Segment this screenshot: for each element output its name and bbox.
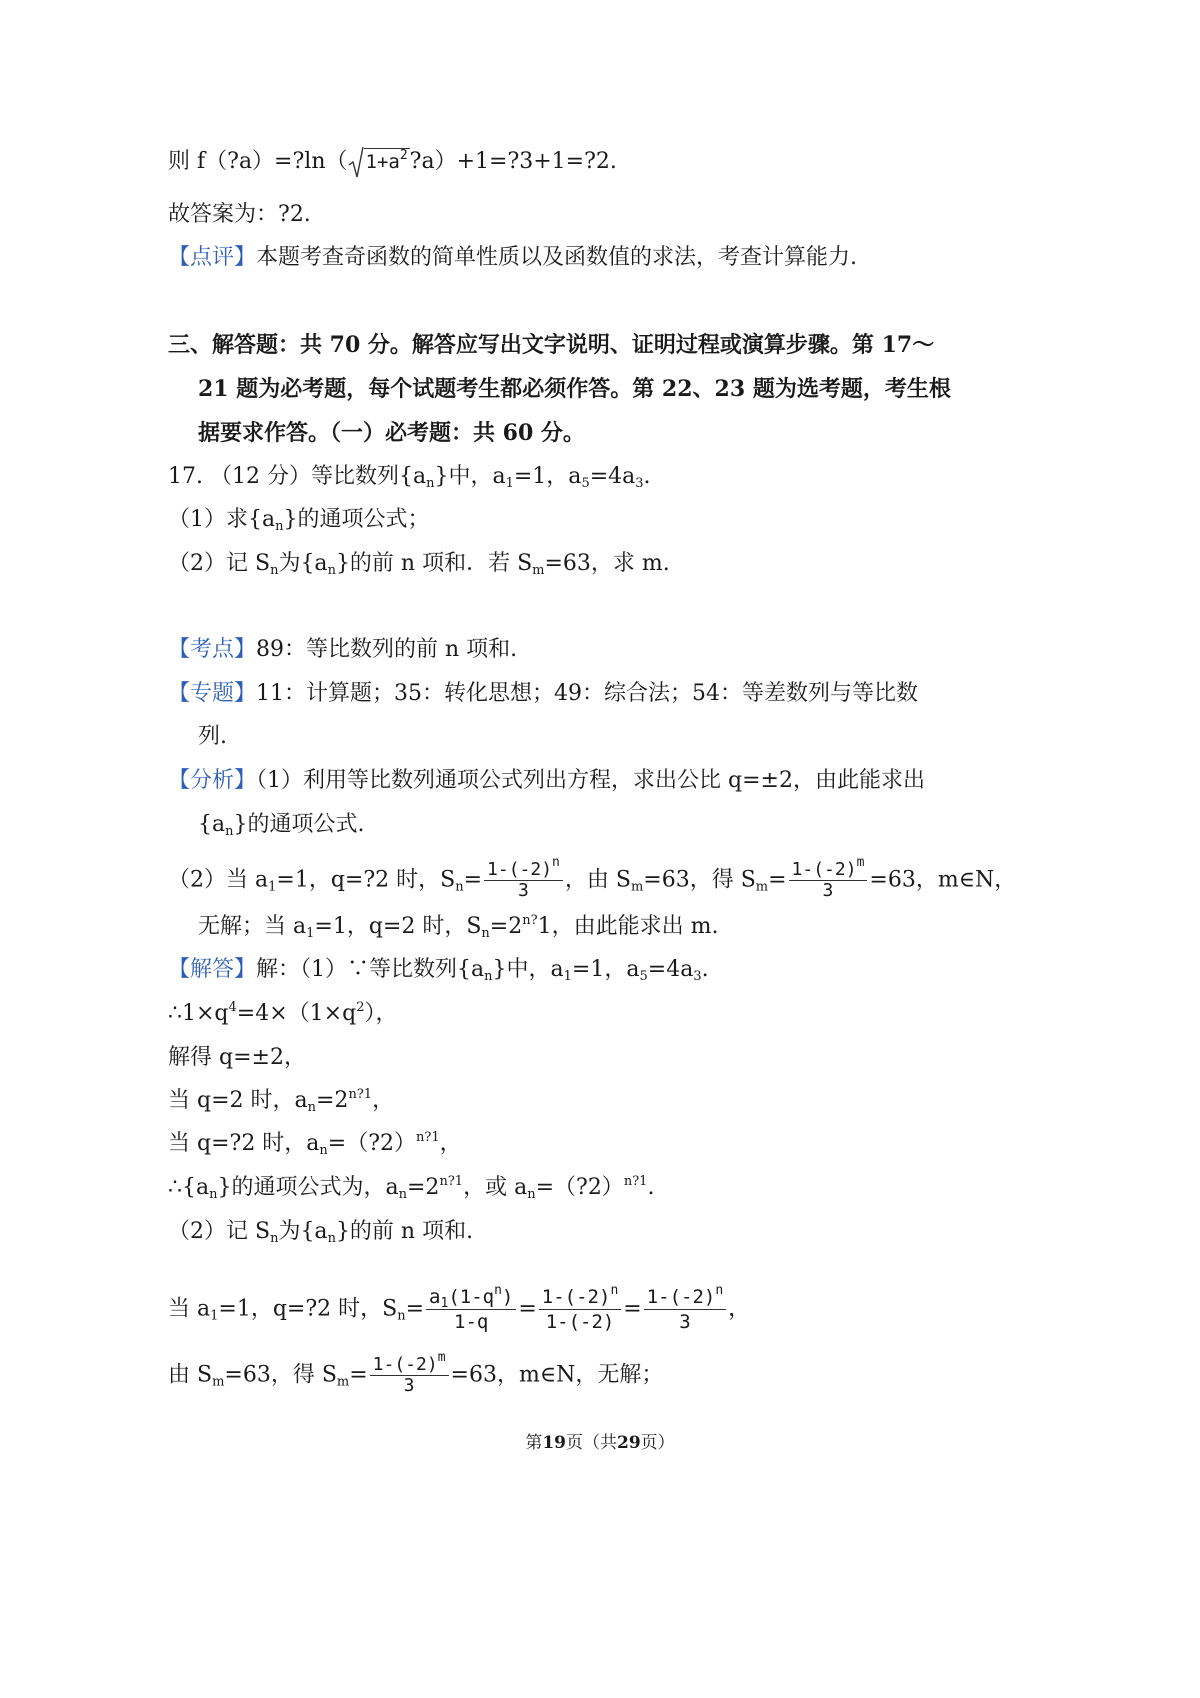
line-solution: 【解答】解：（1）∵等比数列$\{a_n\}$中，$a_1=1$，$a_5=4a_3$. (168, 957, 709, 984)
section-title-line-3: 据要求作答。（一）必考题：共 60 分。 (198, 420, 585, 446)
line-analysis-cont: $\{a_n\}$的通项公式. (198, 812, 365, 839)
line-analysis-3: 无解；当 $a_1=1$，q=2 时，$S_n=2^{n?}1$，由此能求出 m. (198, 913, 719, 941)
solution-step-5: $\therefore\{a_n\}$的通项公式为，$a_n=2^{n?1}$，或 $a_n=(?2)^{n?1}$. (168, 1174, 655, 1202)
tag-topic: 【专题】 (168, 681, 257, 706)
line-comment: 【点评】本题考查奇函数的简单性质以及函数值的求法，考查计算能力. (168, 245, 858, 270)
line-analysis-2: （2）当 $a_1=1$，q=?2 时，$S_n=$ $\frac{1-(-2)^n}{3}$ ，由 $S_m=63$，得 $S_m=$ $\frac{1-(-2)^m}{3}$ =63，m∈N， (168, 855, 1017, 901)
line-answer: 故答案为：?2. (168, 202, 311, 227)
question-17: 17. （12 分）等比数列$\{a_n\}$中，$a_1=1$，$a_5=4a_3$. (168, 464, 651, 491)
section-title-line-2: 21 题为必考题，每个试题考生都必须作答。第 22、23 题为选考题，考生根 (198, 376, 951, 402)
question-17-part-1: （1）求$\{a_n\}$的通项公式； (168, 507, 430, 534)
fraction-sm: $\frac{1-(-2)^m}{3}$ (789, 860, 868, 901)
sqrt-expression: $1+a^2$ (348, 145, 410, 179)
line-analysis: 【分析】（1）利用等比数列通项公式列出方程，求出公比 q=±2，由此能求出 (168, 768, 925, 793)
solution-step-1: $\therefore 1\times q^4=4\times(1\times q^2)$， (168, 1000, 398, 1026)
fraction-sum-formula: $\frac{a_1(1-q^n)}{1-q}$ (426, 1285, 516, 1334)
solution-step-3: 当 q=2 时，$a_n=2^{n?1}$， (168, 1087, 395, 1115)
solution-step-7: 当 $a_1=1$，q=?2 时，$S_n=$ $\frac{a_1(1-q^n)}{1-q}$ = $\frac{1-(-2)^n}{1-(-2)}$ = $\frac{1-(-2)^n}{3}$ ， (168, 1283, 751, 1333)
line-f-value: 则 f（?a）=?ln（ $1+a^2?a)+1=?3+1=?2$. (168, 145, 617, 179)
fraction-sum-substituted: $\frac{1-(-2)^n}{1-(-2)}$ (539, 1285, 621, 1334)
fraction-sn: $\frac{1-(-2)^n}{3}$ (484, 860, 563, 901)
solution-step-6: （2）记 $S_n$为$\{a_n\}$的前 n 项和. (168, 1219, 474, 1246)
question-17-part-2: （2）记 $S_n$为$\{a_n\}$的前 n 项和．若 $S_m=63$，求 m. (168, 551, 670, 578)
line-topic-cont: 列. (198, 724, 227, 749)
fraction-sm-equation: $\frac{1-(-2)^m}{3}$ (370, 1355, 449, 1396)
section-title-line-1: 三、解答题：共 70 分。解答应写出文字说明、证明过程或演算步骤。第 17～ (168, 332, 935, 358)
solution-step-4: 当 q=?2 时，$a_n=(?2)^{n?1}$， (168, 1130, 462, 1158)
total-pages: 29 (617, 1433, 641, 1453)
tag-comment: 【点评】 (168, 245, 257, 270)
tag-solution: 【解答】 (168, 957, 257, 982)
page-number: 19 (542, 1433, 566, 1453)
solution-step-8: 由 $S_m=63$，得 $S_m=$ $\frac{1-(-2)^m}{3}$ =63，m∈N，无解； (168, 1350, 664, 1396)
tag-knowledge-point: 【考点】 (168, 637, 257, 662)
page-footer: 第19页（共29页） (525, 1433, 675, 1453)
solution-step-2: 解得 q=±2， (168, 1045, 306, 1070)
line-topic: 【专题】11：计算题；35：转化思想；49：综合法；54：等差数列与等比数 (168, 681, 918, 706)
line-knowledge-point: 【考点】89：等比数列的前 n 项和. (168, 637, 518, 662)
tag-analysis: 【分析】 (168, 768, 257, 793)
fraction-sum-simplified: $\frac{1-(-2)^n}{3}$ (644, 1285, 726, 1334)
